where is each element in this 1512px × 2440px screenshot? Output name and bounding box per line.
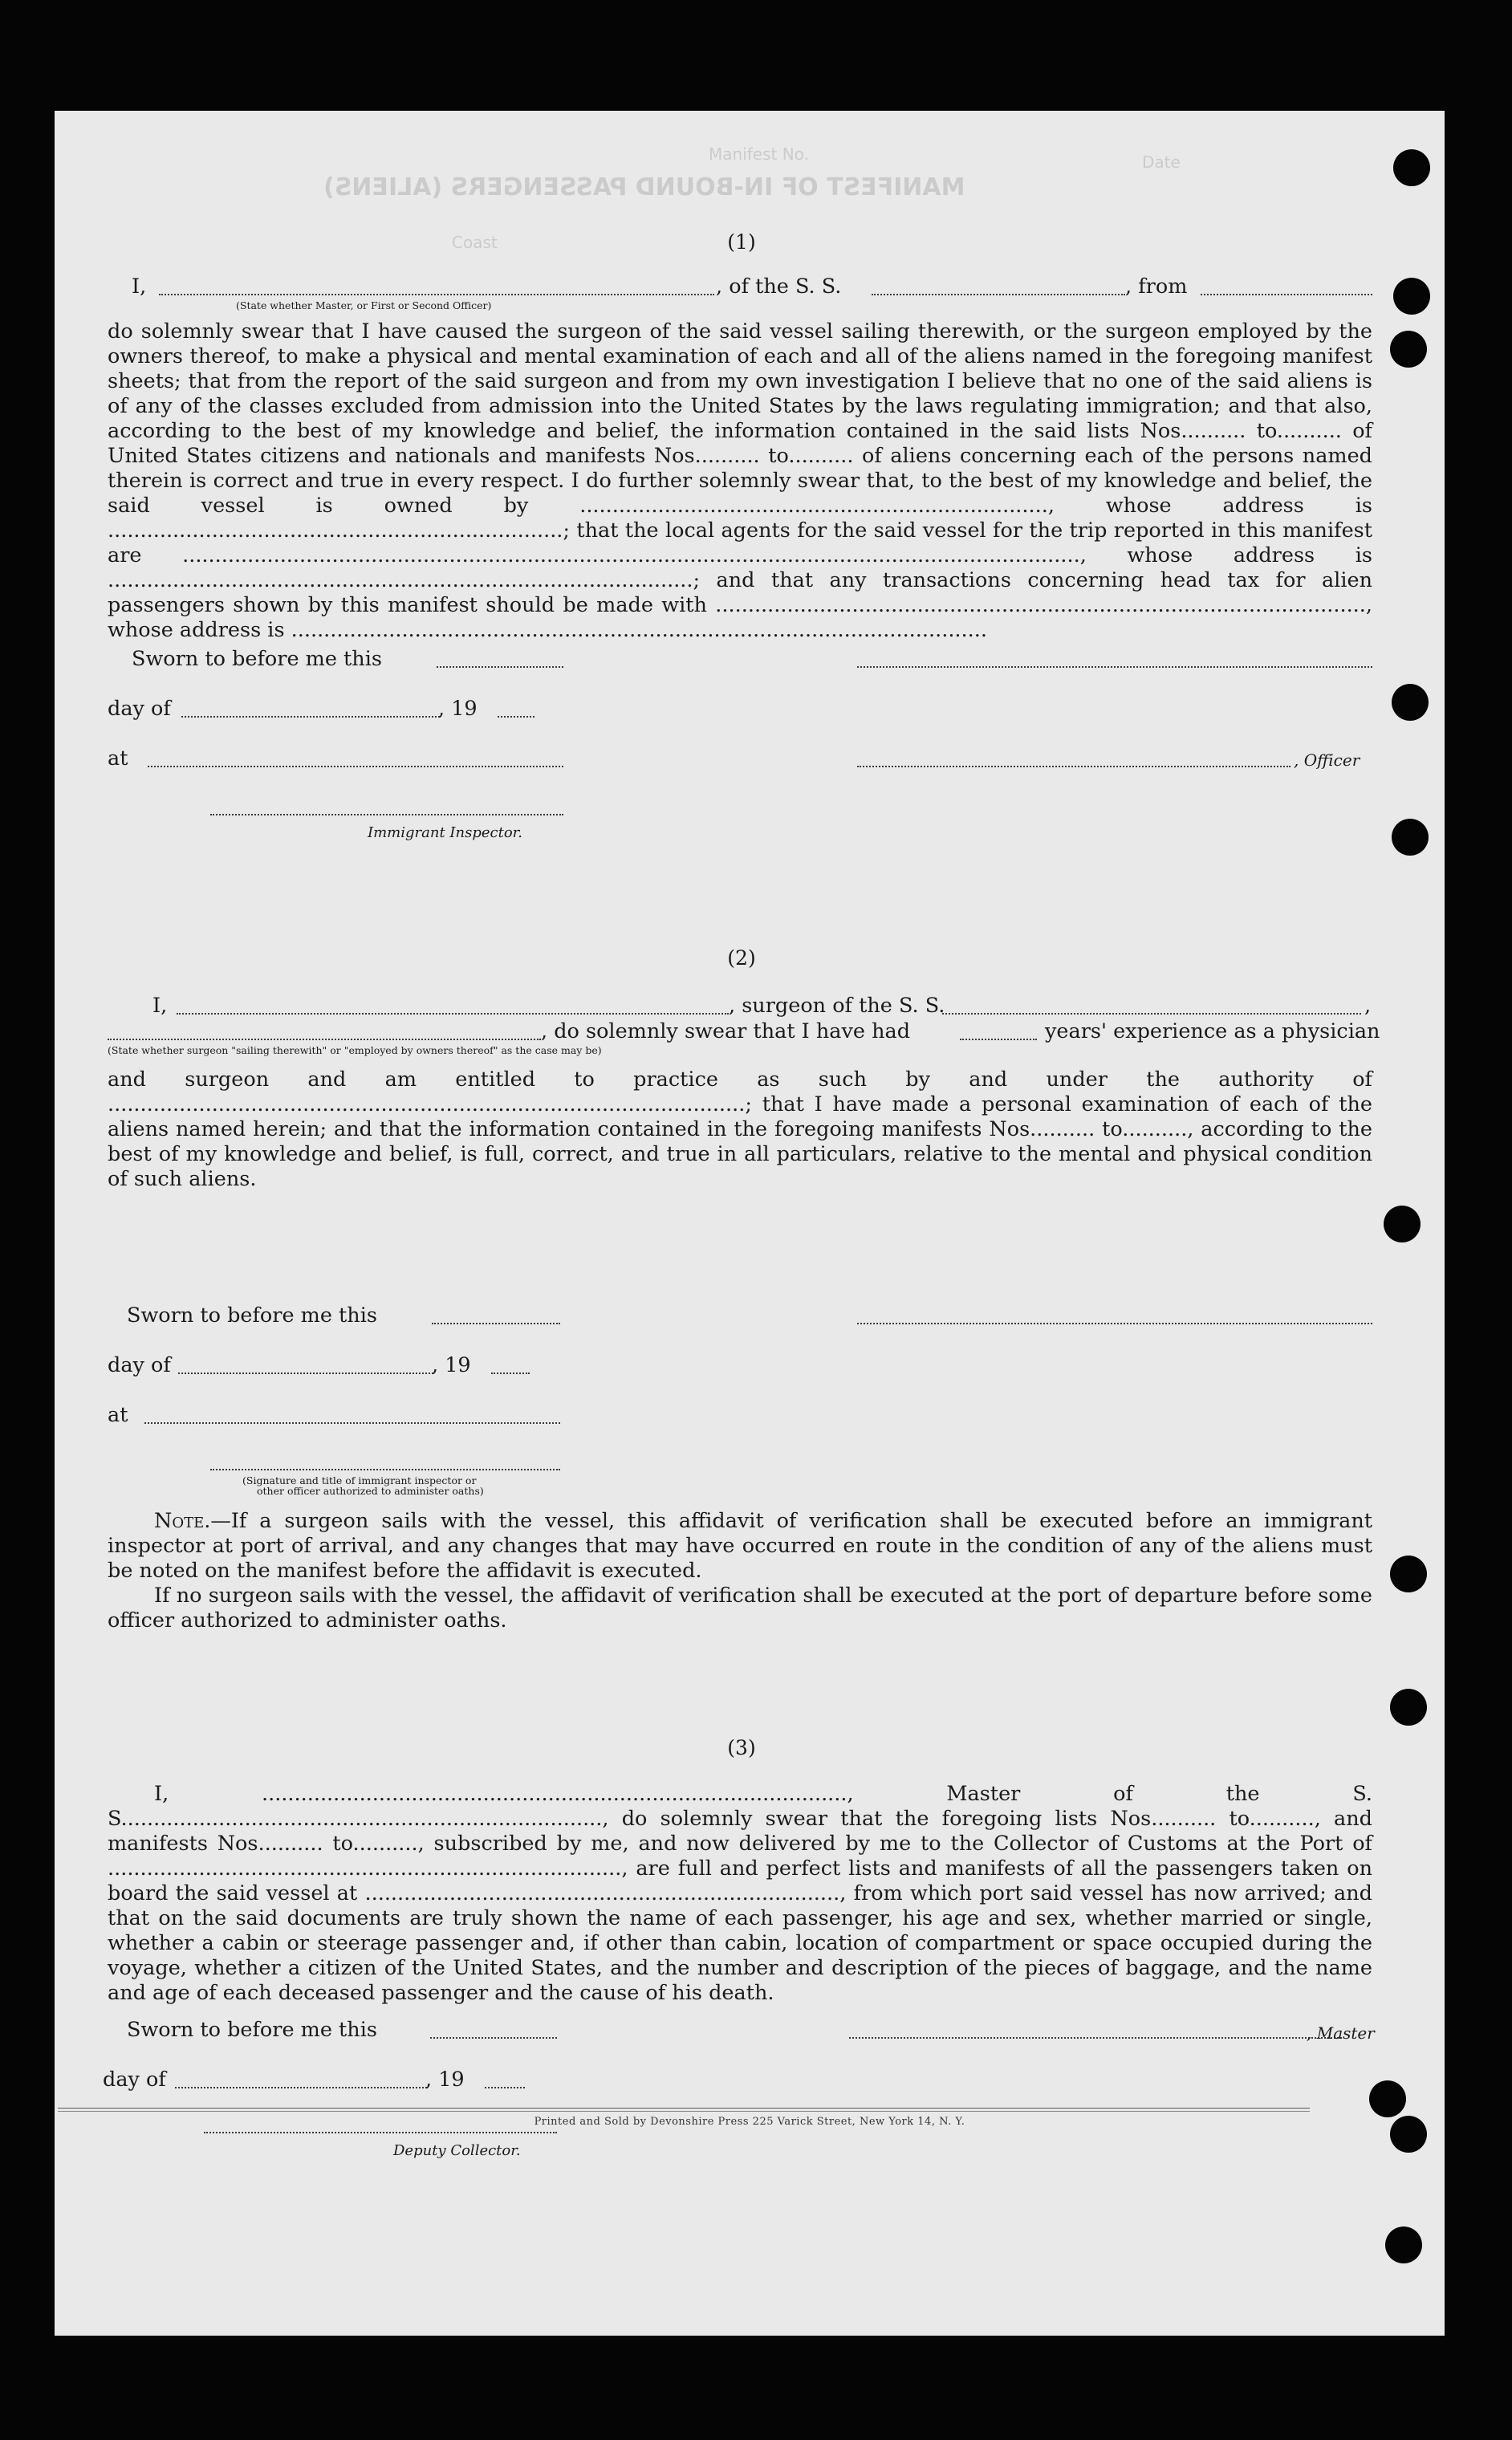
- s1-i-label: I,: [132, 274, 147, 299]
- s1-inspector-signature-field[interactable]: [210, 814, 563, 815]
- ghost-coast: Coast: [452, 233, 498, 252]
- s2-year-label: , 19: [432, 1353, 471, 1377]
- s2-note-paragraph: [108, 1509, 1372, 1633]
- footer-rule: [58, 2108, 1310, 2109]
- s3-year-label: , 19: [425, 2068, 465, 2092]
- s3-sworn-label: Sworn to before me this: [127, 2018, 377, 2042]
- s1-rank-caption: (State whether Master, or First or Second Officer): [236, 299, 492, 311]
- s2-note-label: Note.: [154, 1509, 211, 1533]
- s1-signature-field[interactable]: [857, 666, 1372, 668]
- s1-sworn-date-field[interactable]: [437, 666, 563, 668]
- s3-collector-label: Deputy Collector.: [393, 2142, 521, 2159]
- s2-oath-text: and surgeon and am entitled to practice as such by and under the authority of ..................................................................................................; that I have made a personal examination of each of the aliens named herein; and that the information contained in the foregoing manifests Nos.......... to.........., according to the best of my knowledge and belief, is full, correct, and true in all particulars, relative to the mental and physical condition of such aliens.: [108, 1068, 1372, 1191]
- bleed-through-header: [195, 144, 1399, 289]
- s2-i-label: I,: [152, 994, 168, 1018]
- s2-note-text: —If a surgeon sails with the vessel, this affidavit of verification shall be executed before an immigrant inspector at port of arrival, and any changes that may have occurred en route in the condition of any of the aliens must be noted on the manifest before the affidavit is executed.: [108, 1509, 1372, 1583]
- binder-hole: [1392, 684, 1429, 721]
- s2-years-label: years' experience as a physician: [1045, 1019, 1380, 1043]
- s3-sworn-date-field[interactable]: [430, 2037, 557, 2039]
- binder-hole: [1369, 2080, 1406, 2117]
- s2-at-place-field[interactable]: [144, 1422, 560, 1424]
- s3-master-signature-field[interactable]: [849, 2037, 1342, 2039]
- s2-surgeon-name-field[interactable]: [177, 1013, 729, 1015]
- s1-at-place-field[interactable]: [148, 766, 563, 767]
- s3-day-month-field[interactable]: [175, 2087, 427, 2088]
- binder-hole: [1384, 1206, 1421, 1242]
- s1-of-ss-label: , of the S. S.: [716, 274, 842, 299]
- s2-inspector-signature-field[interactable]: [210, 1469, 560, 1470]
- s2-sworn-date-field[interactable]: [432, 1323, 560, 1324]
- s2-surgeon-ss-label: , surgeon of the S. S.: [729, 994, 945, 1018]
- s1-from-label: , from: [1125, 274, 1188, 299]
- binder-hole: [1390, 331, 1427, 368]
- s2-note-2: If no surgeon sails with the vessel, the affidavit of verification shall be executed at the port of departure before some officer authorized to administer oaths.: [108, 1584, 1372, 1633]
- s1-vessel-name-field[interactable]: [872, 294, 1125, 295]
- s1-officer-label: , Officer: [1294, 750, 1360, 770]
- s3-master-label: , Master: [1307, 2023, 1375, 2043]
- printer-imprint: Printed and Sold by Devonshire Press 225 Varick Street, New York 14, N. Y.: [534, 2116, 965, 2128]
- manifest-sheet: [55, 111, 1445, 2336]
- s1-oath-text: do solemnly swear that I have caused the surgeon of the said vessel sailing therewith, or the surgeon employed by the owners thereof, to make a physical and mental examination of each and all of the aliens named in the foregoing manifest sheets; that from the report of the said surgeon and from my own investigation I believe that no one of the said aliens is of any of the classes excluded from admission into the United States by the laws regulating immigration; and that also, according to the best of my knowledge and belief, the information contained in the said lists Nos.......... to.......... of United States citizens and nationals and manifests Nos.......... to.......... of aliens concerning each of the persons named therein is correct and true in every respect. I do further solemnly swear that, to the best of my knowledge and belief, the said vessel is owned by ........................................................................, whose address is ......................................................................; that the local agents for the said vessel for the trip reported in this manifest are .........................................................................................................................................., whose address is ..........................................................................................; and that any transactions concerning head tax for alien passengers shown by this manifest should be made with ...................................................................................................., whose address is ...........................................................................................................: [108, 319, 1372, 642]
- s3-year-field[interactable]: [485, 2087, 525, 2088]
- s2-at-label: at: [108, 1403, 128, 1427]
- s1-year-field[interactable]: [498, 716, 534, 718]
- s1-officer-rank-field[interactable]: [159, 294, 714, 295]
- footer-rule-2: [58, 2111, 1310, 2112]
- s2-day-of-label: day of: [108, 1353, 171, 1377]
- s3-collector-signature-field[interactable]: [204, 2132, 557, 2133]
- binder-hole: [1385, 2226, 1422, 2263]
- s2-sig-caption-1: (Signature and title of immigrant inspector or: [242, 1474, 477, 1486]
- section-3-heading: (3): [727, 1736, 756, 1759]
- s2-swear-label: , do solemnly swear that I have had: [541, 1019, 911, 1043]
- s2-sworn-label: Sworn to before me this: [127, 1303, 377, 1328]
- ghost-title: MANIFEST OF IN-BOUND PASSENGERS (ALIENS): [323, 173, 965, 201]
- s2-sig-caption-2: other officer authorized to administer oaths): [257, 1485, 484, 1497]
- s2-years-field[interactable]: [960, 1039, 1037, 1040]
- s3-oath-paragraph: [108, 1782, 1372, 2006]
- s2-vessel-name-field[interactable]: [942, 1013, 1361, 1015]
- binder-hole: [1390, 1689, 1427, 1726]
- s1-at-label: at: [108, 746, 128, 771]
- s2-comma: ,: [1364, 994, 1372, 1018]
- section-1-heading: (1): [727, 230, 756, 254]
- s1-from-port-field[interactable]: [1201, 294, 1372, 295]
- s1-sworn-label: Sworn to before me this: [132, 647, 382, 671]
- s1-year-label: , 19: [438, 697, 478, 721]
- s3-day-of-label: day of: [103, 2068, 166, 2092]
- binder-hole: [1393, 278, 1430, 315]
- s1-oath-paragraph: [108, 319, 1372, 643]
- s1-inspector-label: Immigrant Inspector.: [368, 824, 523, 841]
- s2-day-month-field[interactable]: [178, 1372, 433, 1374]
- s1-day-month-field[interactable]: [181, 716, 440, 718]
- binder-hole: [1390, 1556, 1427, 1592]
- s2-surgeon-type-field[interactable]: [108, 1039, 541, 1040]
- s2-year-field[interactable]: [491, 1372, 530, 1374]
- binder-hole: [1390, 2116, 1427, 2153]
- s2-type-caption: (State whether surgeon "sailing therewith" or "employed by owners thereof" as the case may be): [108, 1044, 602, 1056]
- s2-oath-paragraph: [108, 1068, 1372, 1192]
- section-2-heading: (2): [727, 946, 756, 970]
- s3-oath-text: I, .........................................................................................., Master of the S. S.........................................................................., do solemnly swear that the foregoing lists Nos.......... to.........., and manifests Nos.......... to.........., subscribed by me, and now delivered by me to the Collector of Customs at the Port of ..............................................................................., are full and perfect lists and manifests of all the passengers taken on board the said vessel at ........................................................................., from which port said vessel has now arrived; and that on the said documents are truly shown the name of each passenger, his age and sex, whether married or single, whether a cabin or steerage passenger and, if other than cabin, location of compartment or space occupied during the voyage, whether a citizen of the United States, and the number and description of the pieces of baggage, and the name and age of each deceased passenger and the cause of his death.: [108, 1782, 1372, 2005]
- binder-hole: [1393, 149, 1430, 186]
- s1-day-of-label: day of: [108, 697, 171, 721]
- s1-officer-signature-field[interactable]: [857, 766, 1290, 767]
- ghost-manifest-no: Manifest No.: [709, 144, 809, 164]
- ghost-date: Date: [1142, 152, 1181, 172]
- binder-hole: [1392, 819, 1429, 856]
- s2-signature-field[interactable]: [857, 1323, 1372, 1324]
